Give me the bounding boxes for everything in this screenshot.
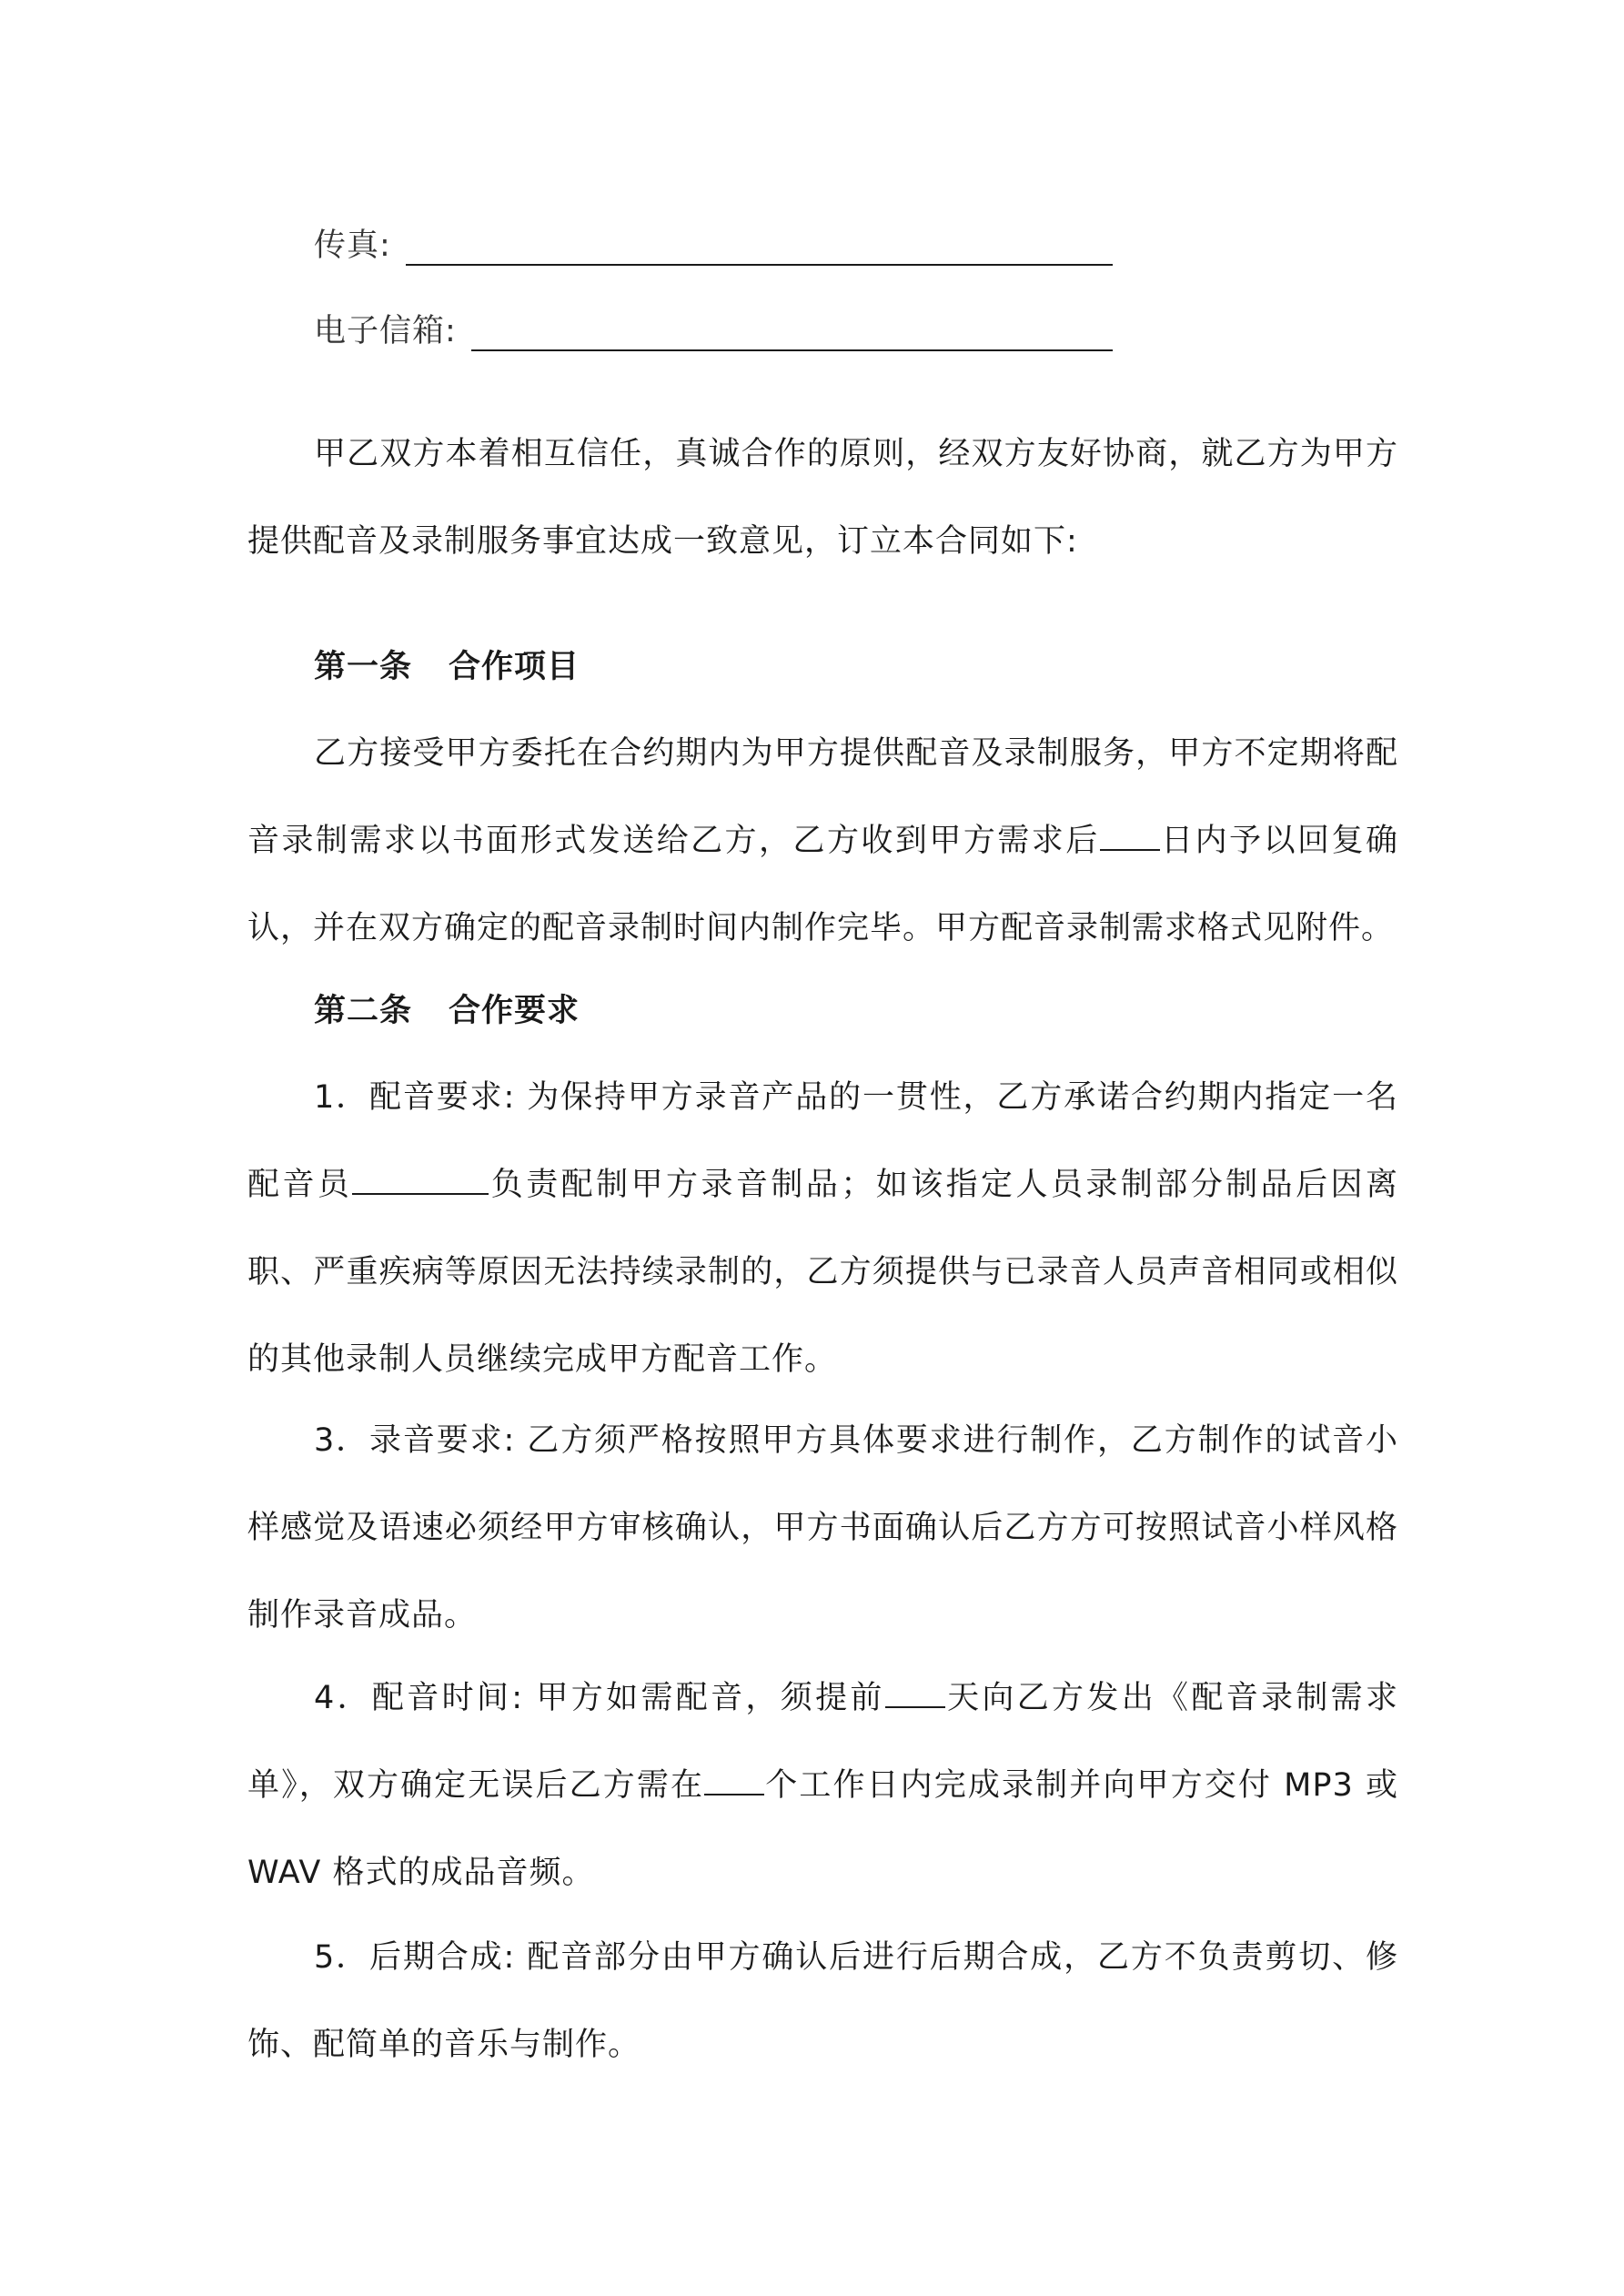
fax-label: 传真: xyxy=(314,228,391,264)
article1-text-before: 乙方接受甲方委托在合约期内为甲方提供配音及录制服务，甲方不定期将配音录制需求以书面形式发送给乙方，乙方收到甲方需求后 xyxy=(247,735,1398,859)
article1-heading xyxy=(314,623,580,711)
timing-text-part1: 4．配音时间: 甲方如需配音，须提前 xyxy=(314,1680,885,1716)
reply-days-blank xyxy=(1100,816,1160,851)
intro-paragraph xyxy=(247,410,1398,585)
email-blank-line xyxy=(471,309,1113,351)
email-label: 电子信箱: xyxy=(314,313,457,349)
article2-number: 第二条 xyxy=(314,993,413,1029)
post-production-paragraph xyxy=(247,1914,1398,2089)
article1-title: 合作项目 xyxy=(449,649,580,685)
workdays-blank xyxy=(704,1761,764,1795)
article1-paragraph xyxy=(247,710,1398,972)
article2-title: 合作要求 xyxy=(449,993,580,1029)
article1-text-after: 日内予以回复确认，并在双方确定的配音录制时间内制作完毕。甲方配音录制需求格式见附件。 xyxy=(247,823,1398,946)
timing-paragraph xyxy=(247,1654,1398,1917)
article2-heading xyxy=(314,967,580,1055)
post-text: 5．后期合成: 配音部分由甲方确认后进行后期合成，乙方不负责剪切、修饰、配简单的音乐与制作。 xyxy=(247,1939,1398,2063)
timing-text-part3: 个工作日内完成录制并向甲方交付 MP3 或 WAV 格式的成品音频。 xyxy=(247,1767,1398,1891)
voice-actor-blank xyxy=(352,1160,489,1195)
article1-number: 第一条 xyxy=(314,649,413,685)
intro-text: 甲乙双方本着相互信任，真诚合作的原则，经双方友好协商，就乙方为甲方提供配音及录制服务事宜达成一致意见，订立本合同如下: xyxy=(247,436,1398,560)
fax-field xyxy=(314,211,1113,266)
timing-text-part2: 天向乙方发出《配音录制需求单》，双方确定无误后乙方需在 xyxy=(247,1680,1398,1804)
voice-text-after: 负责配制甲方录音制品；如该指定人员录制部分制品后因离职、严重疾病等原因无法持续录制的，乙方须提供与已录音人员声音相同或相似的其他录制人员继续完成甲方配音工作。 xyxy=(247,1167,1398,1378)
fax-blank-line xyxy=(406,224,1113,266)
voice-text-before: 1．配音要求: 为保持甲方录音产品的一贯性，乙方承诺合约期内指定一名配音员 xyxy=(247,1079,1398,1203)
advance-days-blank xyxy=(885,1674,945,1708)
email-field xyxy=(314,297,1113,351)
voice-requirement-paragraph xyxy=(247,1054,1398,1403)
recording-text: 3．录音要求: 乙方须严格按照甲方具体要求进行制作，乙方制作的试音小样感觉及语速必须经甲方审核确认，甲方书面确认后乙方方可按照试音小样风格制作录音成品。 xyxy=(247,1422,1398,1633)
recording-requirement-paragraph xyxy=(247,1397,1398,1659)
